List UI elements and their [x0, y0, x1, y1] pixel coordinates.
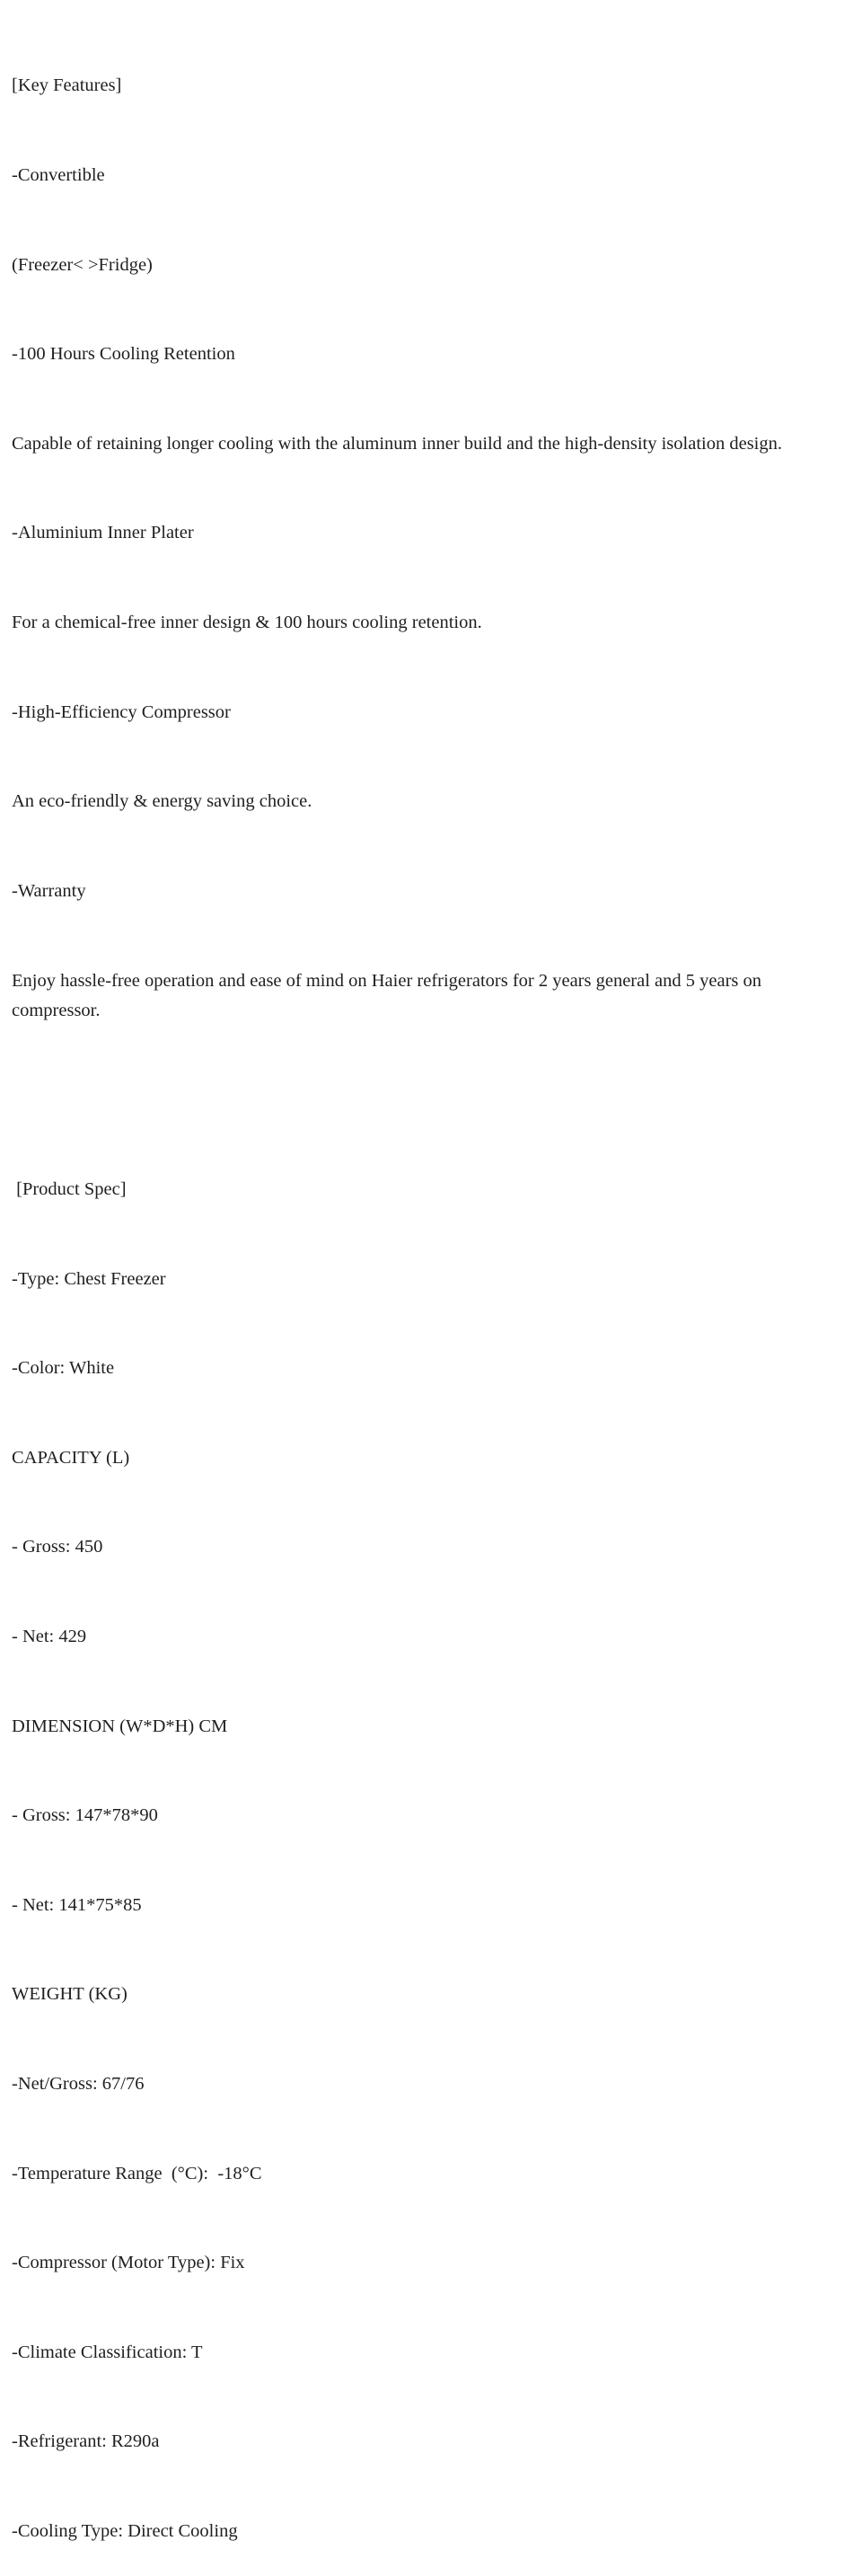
warranty-title: -Warranty [12, 880, 86, 901]
dimension-gross: - Gross: 147*78*90 [12, 1805, 158, 1826]
cooling-retention-title: -100 Hours Cooling Retention [12, 344, 235, 365]
temperature-range: -Temperature Range (°C): -18°C [12, 2163, 262, 2183]
key-features-heading: [Key Features] [12, 75, 122, 96]
product-description [12, 12, 842, 2576]
convertible-detail: (Freezer< >Fridge) [12, 254, 153, 275]
cooling-retention-detail: Capable of retaining longer cooling with the aluminum inner build and the high-density isolation design. [12, 433, 782, 454]
dimension-net: - Net: 141*75*85 [12, 1894, 142, 1915]
cooling-type: -Cooling Type: Direct Cooling [12, 2521, 238, 2542]
product-spec-heading: [Product Spec] [12, 1178, 127, 1199]
warranty-detail: Enjoy hassle-free operation and ease of mind on Haier refrigerators for 2 years general and 5 years on compressor. [12, 970, 767, 1020]
capacity-net: - Net: 429 [12, 1626, 87, 1646]
aluminium-inner-detail: For a chemical-free inner design & 100 hours cooling retention. [12, 613, 482, 633]
weight-net-gross: -Net/Gross: 67/76 [12, 2074, 145, 2094]
spec-type: -Type: Chest Freezer [12, 1268, 166, 1289]
spec-color: -Color: White [12, 1358, 115, 1379]
aluminium-inner-title: -Aluminium Inner Plater [12, 523, 194, 543]
compressor-detail: An eco-friendly & energy saving choice. [12, 791, 312, 812]
compressor-type: -Compressor (Motor Type): Fix [12, 2253, 245, 2273]
capacity-gross: - Gross: 450 [12, 1537, 103, 1557]
dimension-heading: DIMENSION (W*D*H) CM [12, 1716, 228, 1736]
climate-classification: -Climate Classification: T [12, 2342, 203, 2362]
convertible-title: -Convertible [12, 165, 105, 186]
refrigerant: -Refrigerant: R290a [12, 2431, 160, 2452]
compressor-title: -High-Efficiency Compressor [12, 701, 231, 722]
weight-heading: WEIGHT (KG) [12, 1984, 128, 2005]
blank-spacer [12, 1085, 842, 1115]
capacity-heading: CAPACITY (L) [12, 1447, 130, 1468]
